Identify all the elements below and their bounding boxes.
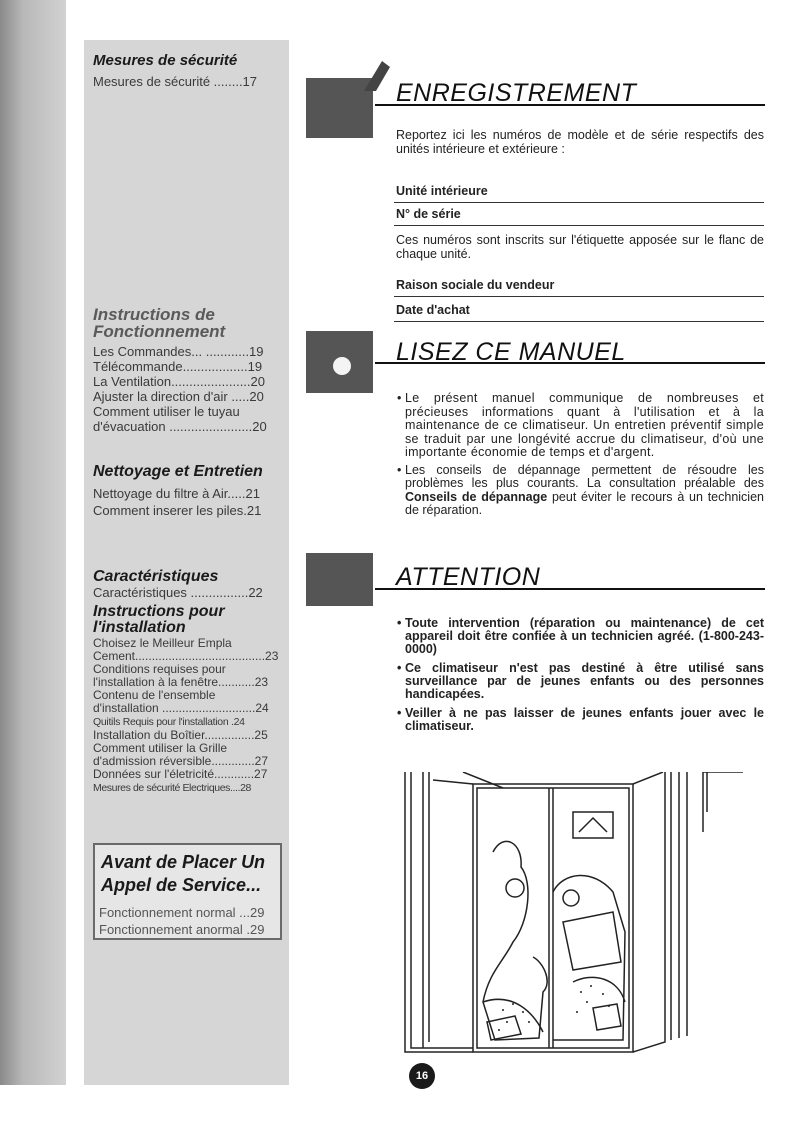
toc-item[interactable]: Données sur l'életricité............27 <box>93 767 268 781</box>
toc-item[interactable]: Nettoyage du filtre à Air.....21 <box>93 486 260 501</box>
bullet-circle-icon <box>333 357 351 375</box>
form-line <box>394 296 764 297</box>
section-heading-manual: LISEZ CE MANUEL <box>396 338 626 366</box>
toc-title-safety: Mesures de sécurité <box>93 52 238 69</box>
toc-item[interactable]: Choisez le Meilleur Empla <box>93 636 232 650</box>
section-heading-attention: ATTENTION <box>396 563 541 591</box>
registration-note: Ces numéros sont inscrits sur l'étiquette apposée sur le flanc de chaque unité. <box>396 233 764 261</box>
toc-item[interactable]: d'évacuation .......................20 <box>93 419 267 434</box>
toc-item[interactable]: Installation du Boîtier...............25 <box>93 728 268 742</box>
attention-bullet: • Toute intervention (réparation ou maintenance) de cet appareil doit être confiée à un technicien agréé. (1-800-243-0000) <box>397 617 764 656</box>
toc-item[interactable]: Comment utiliser le tuyau <box>93 404 240 419</box>
toc-item[interactable]: Fonctionnement normal ...29 <box>99 905 265 920</box>
toc-item[interactable]: Cement.......................................23 <box>93 649 279 663</box>
toc-title-service-1: Avant de Placer Un <box>101 852 266 872</box>
window-illustration <box>403 772 753 1057</box>
toc-item[interactable]: d'admission réversible.............27 <box>93 754 269 768</box>
toc-item[interactable]: Contenu de l'ensemble <box>93 688 216 702</box>
toc-item[interactable]: d'installation ............................24 <box>93 701 269 715</box>
toc-item[interactable]: Les Commandes... ............19 <box>93 344 264 359</box>
toc-title-maintenance: Nettoyage et Entretien <box>93 463 263 480</box>
toc-item[interactable]: Fonctionnement anormal .29 <box>99 922 265 937</box>
manual-bullet <box>397 464 764 518</box>
toc-section-operation <box>93 306 283 434</box>
attention-bullet-list <box>397 617 764 739</box>
toc-title-installation-2: l'installation <box>93 619 186 636</box>
manual-bullet-emphasis: Conseils de dépannage <box>405 489 548 504</box>
page-curl-icon <box>360 55 392 95</box>
toc-item[interactable]: l'installation à la fenêtre...........23 <box>93 675 269 689</box>
toc-section-service <box>93 843 282 940</box>
toc-title-service-2: Appel de Service... <box>101 875 262 895</box>
toc-title-service <box>101 851 265 897</box>
page-number: 16 <box>409 1063 435 1089</box>
toc-item[interactable]: La Ventilation......................20 <box>93 374 265 389</box>
field-purchase-date: Date d'achat <box>396 303 470 317</box>
toc-item[interactable]: Caractéristiques ................22 <box>93 585 263 600</box>
section-tab-attention <box>306 553 373 606</box>
toc-section-maintenance <box>93 463 283 519</box>
toc-section-specs <box>93 568 283 600</box>
page-edge-shading <box>0 0 66 1085</box>
registration-intro: Reportez ici les numéros de modèle et de série respectifs des unités intérieure et extérieure : <box>396 128 764 156</box>
toc-item[interactable]: Ajuster la direction d'air .....20 <box>93 389 264 404</box>
toc-item[interactable]: Comment inserer les piles.21 <box>93 503 262 518</box>
toc-item[interactable]: Télécommande..................19 <box>93 359 263 374</box>
manual-bullet-text: peut éviter le recours à un technicien de réparation. <box>405 489 764 517</box>
manual-bullet: • Le présent manuel communique de nombreuses et précieuses informations quant à l'utilisation et à la maintenance de ce climatiseur. Un entretien préventif simple se traduit par une longévité accrue du climatiseur, d'où une importante économie de temps et d'argent. <box>397 392 764 460</box>
toc-item[interactable]: Quitils Requis pour l'installation .24 <box>93 716 245 728</box>
toc-item[interactable]: Mesures de sécurité ........17 <box>93 74 258 89</box>
toc-section-safety <box>93 52 283 89</box>
toc-title-installation-1: Instructions pour <box>93 603 225 620</box>
field-serial-number: N° de série <box>396 207 461 221</box>
toc-item[interactable]: Mesures de sécurité Electriques....28 <box>93 782 251 794</box>
form-line <box>394 225 764 226</box>
field-dealer: Raison sociale du vendeur <box>396 278 555 292</box>
attention-bullet: • Veiller à ne pas laisser de jeunes enfants jouer avec le climatiseur. <box>397 707 764 733</box>
toc-section-installation <box>93 604 283 795</box>
manual-bullet-list <box>397 392 764 522</box>
form-line <box>394 321 764 322</box>
form-line <box>394 202 764 203</box>
field-indoor-unit: Unité intérieure <box>396 184 488 198</box>
toc-item[interactable]: Comment utiliser la Grille <box>93 741 228 755</box>
toc-title-operation-2: Fonctionnement <box>93 322 226 341</box>
section-heading-registration: ENREGISTREMENT <box>396 79 637 107</box>
attention-bullet: • Ce climatiseur n'est pas destiné à être utilisé sans surveillance par de jeunes enfants ou des personnes handicapées. <box>397 662 764 701</box>
toc-item[interactable]: Conditions requises pour <box>93 662 226 676</box>
toc-title-operation-1: Instructions de <box>93 305 215 324</box>
manual-bullet-text: Les conseils de dépannage permettent de résoudre les problèmes les plus courants. La consultation préalable des <box>405 462 764 490</box>
toc-title-specs: Caractéristiques <box>93 568 219 585</box>
